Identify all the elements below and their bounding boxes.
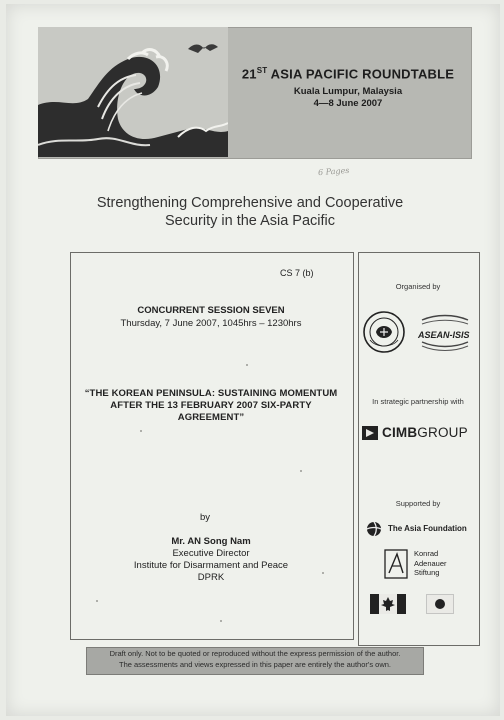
conference-title [228,66,468,81]
speaker-block [70,536,352,584]
paper-title-line-1: “THE KOREAN PENINSULA: SUSTAINING MOMENTUM [84,388,338,399]
paper-speck [246,364,248,366]
asean-isis-label: ASEAN-ISIS [418,330,470,340]
speaker-country: DPRK [197,572,225,583]
asia-foundation-label: The Asia Foundation [388,524,467,533]
handwritten-note: 6 Pages [317,165,350,178]
isis-malaysia-logo [362,310,406,354]
supported-by-label: Supported by [395,499,441,508]
konrad-adenauer-logo [384,549,410,579]
disclaimer-box [86,647,424,675]
paper-speck [220,620,222,622]
speaker-name: Mr. AN Song Nam [171,536,251,547]
asia-foundation-logo [366,521,382,537]
conference-title-number: 21 [241,66,257,82]
konrad-adenauer-label [414,549,447,578]
paper-number: CS 7 (b) [280,268,314,278]
paper-speck [322,572,324,574]
cimb-wordmark-bold: CIMB [382,425,418,440]
strategic-partnership-label: In strategic partnership with [372,397,464,406]
canada-flag-icon [370,594,406,614]
cimb-wordmark-group: GROUP [417,425,468,440]
theme-line-2: Security in the Asia Pacific [164,213,336,229]
kas-line-2: Adenauer [414,558,447,568]
kas-line-1: Konrad [414,549,439,558]
cimb-group-wordmark [382,425,468,440]
paper-speck [300,470,302,472]
conference-theme [70,194,430,230]
disclaimer-line-1: Draft only. Not to be quoted or reproduced without the express permission of the author. [109,649,401,658]
paper-speck [96,600,98,602]
speaker-organization: Institute for Disarmament and Peace [133,560,289,571]
organised-by-label: Organised by [395,282,441,291]
session-name: CONCURRENT SESSION SEVEN [137,305,285,316]
byline-label: by [200,512,211,523]
theme-line-1: Strengthening Comprehensive and Cooperative [96,195,404,211]
session-time: Thursday, 7 June 2007, 1045hrs – 1230hrs [120,318,302,329]
great-wave-illustration [38,27,228,157]
conference-title-superscript: ST [256,66,268,75]
paper-title [76,388,346,424]
japan-flag-icon [426,594,454,614]
conference-dates: 4—8 June 2007 [313,98,383,109]
speaker-role: Executive Director [172,548,250,559]
paper-title-line-3: AGREEMENT” [177,412,245,423]
paper-title-line-2: AFTER THE 13 FEBRUARY 2007 SIX-PARTY [110,400,312,411]
kas-line-3: Stiftung [414,568,440,577]
paper-speck [140,430,142,432]
conference-title-text: ASIA PACIFIC ROUNDTABLE [267,66,455,82]
conference-location: Kuala Lumpur, Malaysia [293,86,403,97]
disclaimer-line-2: The assessments and views expressed in this paper are entirely the author's own. [119,660,391,669]
